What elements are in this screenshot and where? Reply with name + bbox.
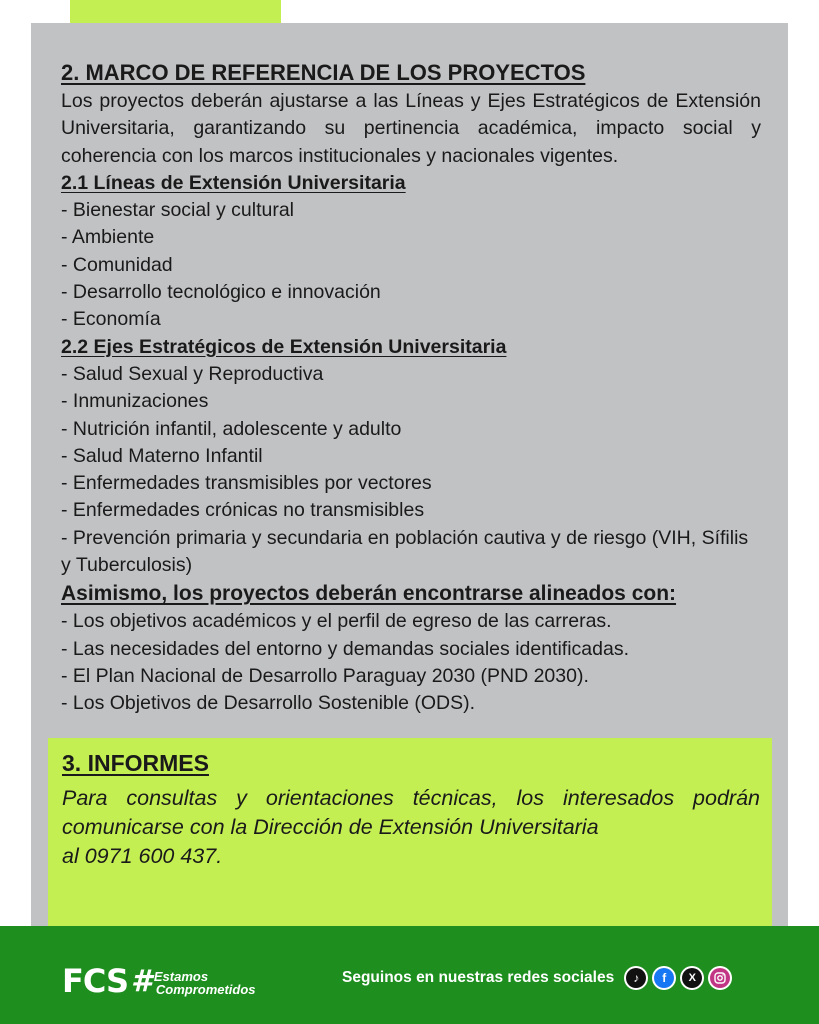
social-text: Seguinos en nuestras redes sociales [342,969,615,986]
x-icon[interactable]: X [680,966,704,990]
list-item: - Bienestar social y cultural [61,199,295,222]
section-3-phone: al 0971 600 437. [62,844,223,868]
axes-list [61,361,761,579]
list-item: - Comunidad [61,253,173,276]
list-item: - Salud Sexual y Reproductiva [61,362,324,385]
brand-name: FCS [62,962,128,1000]
list-item: - Ambiente [61,226,155,249]
brand-logo [62,962,256,1000]
section-2 [61,58,761,718]
list-item: - Economía [61,308,161,331]
brand-tagline-2: Comprometidos [155,982,256,997]
list-item: - Enfermedades transmisibles por vectores [61,472,432,495]
informes-box [48,738,772,928]
brand-hash: # [130,963,152,999]
brand-tagline [154,970,256,996]
top-accent-bar [70,0,281,23]
facebook-icon[interactable]: f [652,966,676,990]
tiktok-icon[interactable]: ♪ [624,966,648,990]
list-item: - Desarrollo tecnológico e innovación [61,281,381,304]
section-3-title: 3. INFORMES [62,750,209,776]
aligned-title: Asimismo, los proyectos deberán encontrarse alineados con: [61,582,677,606]
list-item: - Las necesidades del entorno y demandas sociales identificadas. [61,637,630,660]
lines-list [61,197,761,333]
list-item: - Enfermedades crónicas no transmisibles [61,499,425,522]
footer [0,926,819,1024]
section-3-text [62,784,760,871]
list-item: - El Plan Nacional de Desarrollo Paraguay 2030 (PND 2030). [61,664,589,687]
axes-title: 2.2 Ejes Estratégicos de Extensión Universitaria [61,335,507,358]
list-item: - Prevención primaria y secundaria en población cautiva y de riesgo (VIH, Sífilis y Tuberculosis) [61,526,749,577]
list-item: - Los objetivos académicos y el perfil de egreso de las carreras. [61,610,612,633]
brand-tagline-1: Estamos [153,969,209,984]
section-2-intro: Los proyectos deberán ajustarse a las Líneas y Ejes Estratégicos de Extensión Universitaria, garantizando su pertinencia académica, impacto social y coherencia con los marcos institucionales y nacionales vigentes. [61,90,761,167]
list-item: - Salud Materno Infantil [61,444,263,467]
social-links [342,966,732,990]
section-2-title: 2. MARCO DE REFERENCIA DE LOS PROYECTOS [61,60,586,85]
aligned-list [61,608,761,717]
list-item: - Inmunizaciones [61,390,209,413]
instagram-icon[interactable] [708,966,732,990]
list-item: - Nutrición infantil, adolescente y adulto [61,417,402,440]
list-item: - Los Objetivos de Desarrollo Sostenible (ODS). [61,692,476,715]
section-3-text-main: Para consultas y orientaciones técnicas, los interesados podrán comunicarse con la Dirección de Extensión Universitaria [62,786,760,839]
lines-title: 2.1 Líneas de Extensión Universitaria [61,171,406,194]
